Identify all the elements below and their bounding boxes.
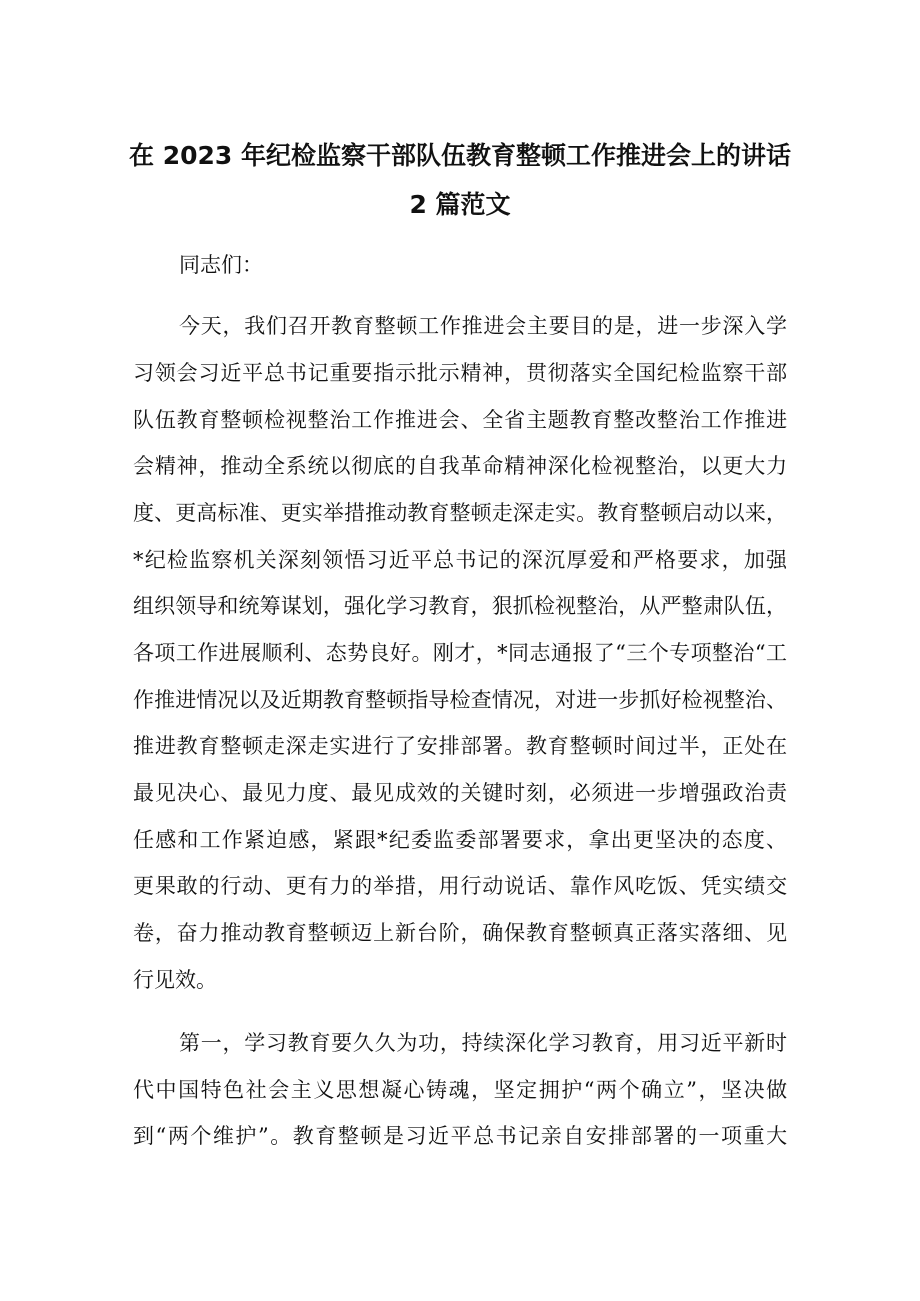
paragraph-2-line: 到“两个维护”。教育整顿是习近平总书记亲自安排部署的一项重大 [133,1124,789,1148]
document-title-line-1: 在 2023 年纪检监察干部队伍教育整顿工作推进会上的讲话 [129,141,791,170]
paragraph-1-line: 队伍教育整顿检视整治工作推进会、全省主题教育整改整治工作推进 [133,408,788,432]
paragraph-1-line: 行见效。 [133,968,217,992]
paragraph-1-line: 更果敢的行动、更有力的举措，用行动说话、靠作风吃饭、凭实绩交 [133,874,788,898]
paragraph-1-line: *纪检监察机关深刻领悟习近平总书记的深沉厚爱和严格要求，加强 [133,548,789,572]
paragraph-2-line: 代中国特色社会主义思想凝心铸魂，坚定拥护“两个确立”，坚决做 [133,1078,789,1102]
paragraph-2-line: 第一，学习教育要久久为功，持续深化学习教育，用习近平新时 [179,1031,788,1055]
paragraph-1-line: 任感和工作紧迫感，紧跟*纪委监委部署要求，拿出更坚决的态度、 [133,828,789,852]
paragraph-1-line: 今天，我们召开教育整顿工作推进会主要目的是，进一步深入学 [179,314,788,338]
paragraph-1-line: 会精神，推动全系统以彻底的自我革命精神深化检视整治，以更大力 [133,454,788,478]
paragraph-1-line: 习领会习近平总书记重要指示批示精神，贯彻落实全国纪检监察干部 [133,361,788,385]
paragraph-1-line: 卷，奋力推动教育整顿迈上新台阶，确保教育整顿真正落实落细、见 [133,921,788,945]
salutation: 同志们： [179,253,263,277]
paragraph-1-line: 推进教育整顿走深走实进行了安排部署。教育整顿时间过半，正处在 [133,734,788,758]
paragraph-1-line: 组织领导和统筹谋划，强化学习教育，狠抓检视整治，从严整肃队伍， [133,594,788,618]
paragraph-1-line: 作推进情况以及近期教育整顿指导检查情况，对进一步抓好检视整治、 [133,688,788,712]
paragraph-1-line: 最见决心、最见力度、最见成效的关键时刻，必须进一步增强政治责 [133,781,788,805]
document-title-line-2: 2 篇范文 [409,190,511,219]
paragraph-1-line: 各项工作进展顺利、态势良好。刚才，*同志通报了“三个专项整治“工 [133,641,788,665]
paragraph-1-line: 度、更高标准、更实举措推动教育整顿走深走实。教育整顿启动以来， [133,501,788,525]
